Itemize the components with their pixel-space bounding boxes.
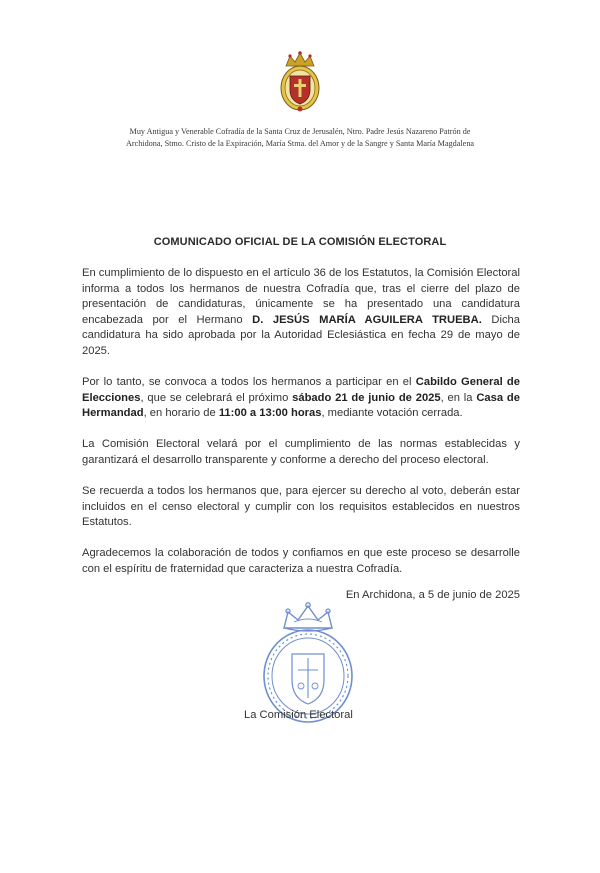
paragraph-4: Se recuerda a todos los hermanos que, para ejercer su derecho al voto, deberán estar incluidos en el censo electoral y cumplir con los requisitos establecidos en nuestros Estatutos. xyxy=(82,485,520,528)
brotherhood-name xyxy=(60,126,540,150)
p2-text-2: , que se celebrará el próximo xyxy=(140,391,293,404)
p2-text-3: , en la xyxy=(440,391,477,404)
document-title: COMUNICADO OFICIAL DE LA COMISIÓN ELECTORAL xyxy=(153,236,447,248)
brotherhood-crest-icon xyxy=(276,50,324,114)
paragraph-3: La Comisión Electoral velará por el cumplimiento de las normas establecidas y garantizará el desarrollo transparente y conforme a derecho del proceso electoral. xyxy=(82,438,520,466)
event-location: Casa de Hermandad xyxy=(82,391,520,419)
date-line: En Archidona, a 5 de junio de 2025 xyxy=(345,589,520,601)
event-date: sábado 21 de junio de 2025 xyxy=(292,391,441,404)
candidate-name: D. JESÚS MARÍA AGUILERA TRUEBA. xyxy=(252,313,482,326)
paragraph-2 xyxy=(82,375,520,422)
signature-line: La Comisión Electoral xyxy=(244,709,353,721)
event-name: Cabildo General de Elecciones xyxy=(82,376,520,404)
p1-text-1: En cumplimiento de lo dispuesto en el artículo 36 de los Estatutos, la Comisión Electoral informa a todos los hermanos de nuestra Cofradía que, tras el cierre del plazo de presentación de candidaturas, únicamente se ha presentado una candidatura encabezada por el Hermano xyxy=(82,267,520,326)
header-line-2: Archidona, Stmo. Cristo de la Expiración, María Stma. del Amor y de la Sangre y Santa María Magdalena xyxy=(125,139,475,148)
official-stamp-icon xyxy=(258,598,358,726)
header-line-1: Muy Antigua y Venerable Cofradía de la Santa Cruz de Jerusalén, Ntro. Padre Jesús Nazareno Patrón de xyxy=(129,127,471,136)
paragraph-1 xyxy=(82,266,520,359)
p2-text-1: Por lo tanto, se convoca a todos los hermanos a participar en el xyxy=(82,376,416,388)
paragraph-5: Agradecemos la colaboración de todos y confiamos en que este proceso se desarrolle con el espíritu de fraternidad que caracteriza a nuestra Cofradía. xyxy=(82,547,520,575)
event-hours: 11:00 a 13:00 horas xyxy=(218,407,322,419)
p1-text-2: Dicha candidatura ha sido aprobada por la Autoridad Eclesiástica en fecha 29 de mayo de 2025. xyxy=(82,313,520,357)
p2-text-4: , en horario de xyxy=(143,407,219,419)
p2-text-5: , mediante votación cerrada. xyxy=(321,407,463,419)
